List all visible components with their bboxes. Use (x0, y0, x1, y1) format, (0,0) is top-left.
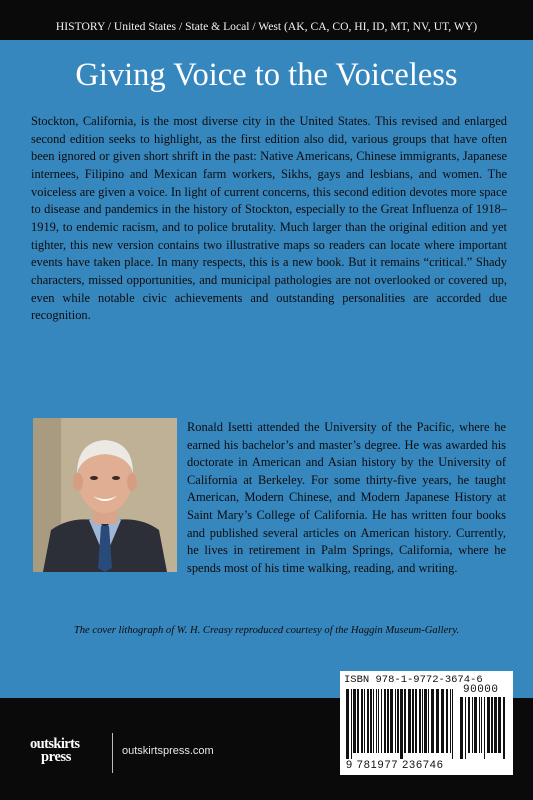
barcode-bar (484, 697, 485, 759)
barcode-bar (395, 689, 396, 753)
book-title: Giving Voice to the Voiceless (75, 57, 458, 93)
barcode-bar (472, 697, 473, 753)
author-bio: Ronald Isetti attended the University of the Pacific, where he earned his bachelor’s and master’s degree. He was awarded his doctorate in American and Asian history by the University of California at Berkeley. For some thirty-five years, he taught American, Modern Chinese, and Modern Japanese History at Saint Mary’s College of California. He has written four books and published several articles on American history. Currently, he lives in retirement in Palm Springs, California, where he spends most of his time walking, reading, and writing. (187, 420, 506, 575)
barcode-bar (446, 689, 448, 753)
barcode-bar (465, 697, 466, 759)
barcode-bar (381, 689, 382, 753)
barcode-bar (460, 697, 463, 759)
barcode-bars (346, 689, 456, 759)
author-photo (33, 418, 177, 572)
price-addon-text: 90000 (463, 684, 499, 696)
barcode-bar (436, 689, 439, 753)
barcode-bar (378, 689, 379, 753)
barcode-bar (364, 689, 365, 753)
category-line: HISTORY / United States / State & Local / West (AK, CA, CO, HI, ID, MT, NV, UT, WY) (55, 20, 478, 33)
barcode-bar (452, 689, 453, 759)
barcode-bar (387, 689, 389, 753)
isbn-barcode (340, 671, 513, 775)
barcode-bar (404, 689, 406, 753)
publisher-logo (30, 737, 110, 771)
barcode-bar (431, 689, 434, 753)
barcode-bar (400, 689, 403, 759)
barcode-bar (474, 697, 477, 753)
barcode-bar (468, 697, 470, 753)
barcode-bar (376, 689, 377, 753)
barcode-bar (384, 689, 386, 753)
barcode-bar (422, 689, 423, 753)
barcode-bar (424, 689, 427, 753)
barcode-bar (353, 689, 356, 753)
barcode-bar (491, 697, 493, 753)
barcode-bar (428, 689, 429, 753)
publisher-logo-top: outskirts (30, 736, 80, 752)
barcode-bar (367, 689, 369, 753)
barcode-bar (397, 689, 399, 753)
barcode-bar (351, 689, 352, 759)
barcode-bar (450, 689, 451, 753)
book-description: Stockton, California, is the most diverse city in the United States. This revised and enlarged second edition seeks to highlight, as the first edition also did, various groups that have often been ignored or given short shrift in the past: Native Americans, Chinese immigrants, Japanese internees, Filipino and Mexican farm workers, Sikhs, gays and lesbians, and women. The voiceless are given a voice. In light of current concerns, this second edition devotes more space to disease and pandemics in the history of Stockton, especially to the Great Influenza of 1918–1919, to endemic racism, and to police brutality. Much larger than the original edition and yet tighter, this new version contains two illustrative maps so readers can locate where important events have taken place. In many respects, this is a new book. But it remains “critical.” Shady characters, missed opportunities, and municipal pathologies are not overlooked or covered up, even while notable civic achievements and outstanding personalities are accorded due recognition. (31, 114, 507, 323)
price-addon-bars (460, 697, 508, 759)
barcode-bar (498, 697, 501, 753)
barcode-bar (390, 689, 393, 753)
barcode-bar (346, 689, 349, 759)
barcode-bar (441, 689, 444, 753)
barcode-bar (357, 689, 359, 753)
publisher-logo-bottom: press (41, 749, 71, 765)
isbn-text: ISBN 978-1-9772-3674-6 (344, 674, 483, 686)
barcode-bar (361, 689, 363, 753)
barcode-bar (479, 697, 480, 753)
publisher-url: outskirtspress.com (122, 745, 214, 757)
cover-credit: The cover lithograph of W. H. Creasy reproduced courtesy of the Haggin Museum-Gallery. (73, 625, 460, 636)
barcode-bar (373, 689, 374, 753)
barcode-bar (494, 697, 497, 753)
barcode-bar (408, 689, 411, 753)
ean-digits: 9 781977 236746 (346, 759, 444, 771)
barcode-bar (412, 689, 414, 753)
barcode-bar (503, 697, 505, 759)
barcode-bar (415, 689, 417, 753)
barcode-bar (487, 697, 490, 753)
barcode-bar (419, 689, 421, 753)
barcode-bar (370, 689, 372, 753)
logo-divider (112, 733, 113, 773)
barcode-bar (481, 697, 482, 753)
